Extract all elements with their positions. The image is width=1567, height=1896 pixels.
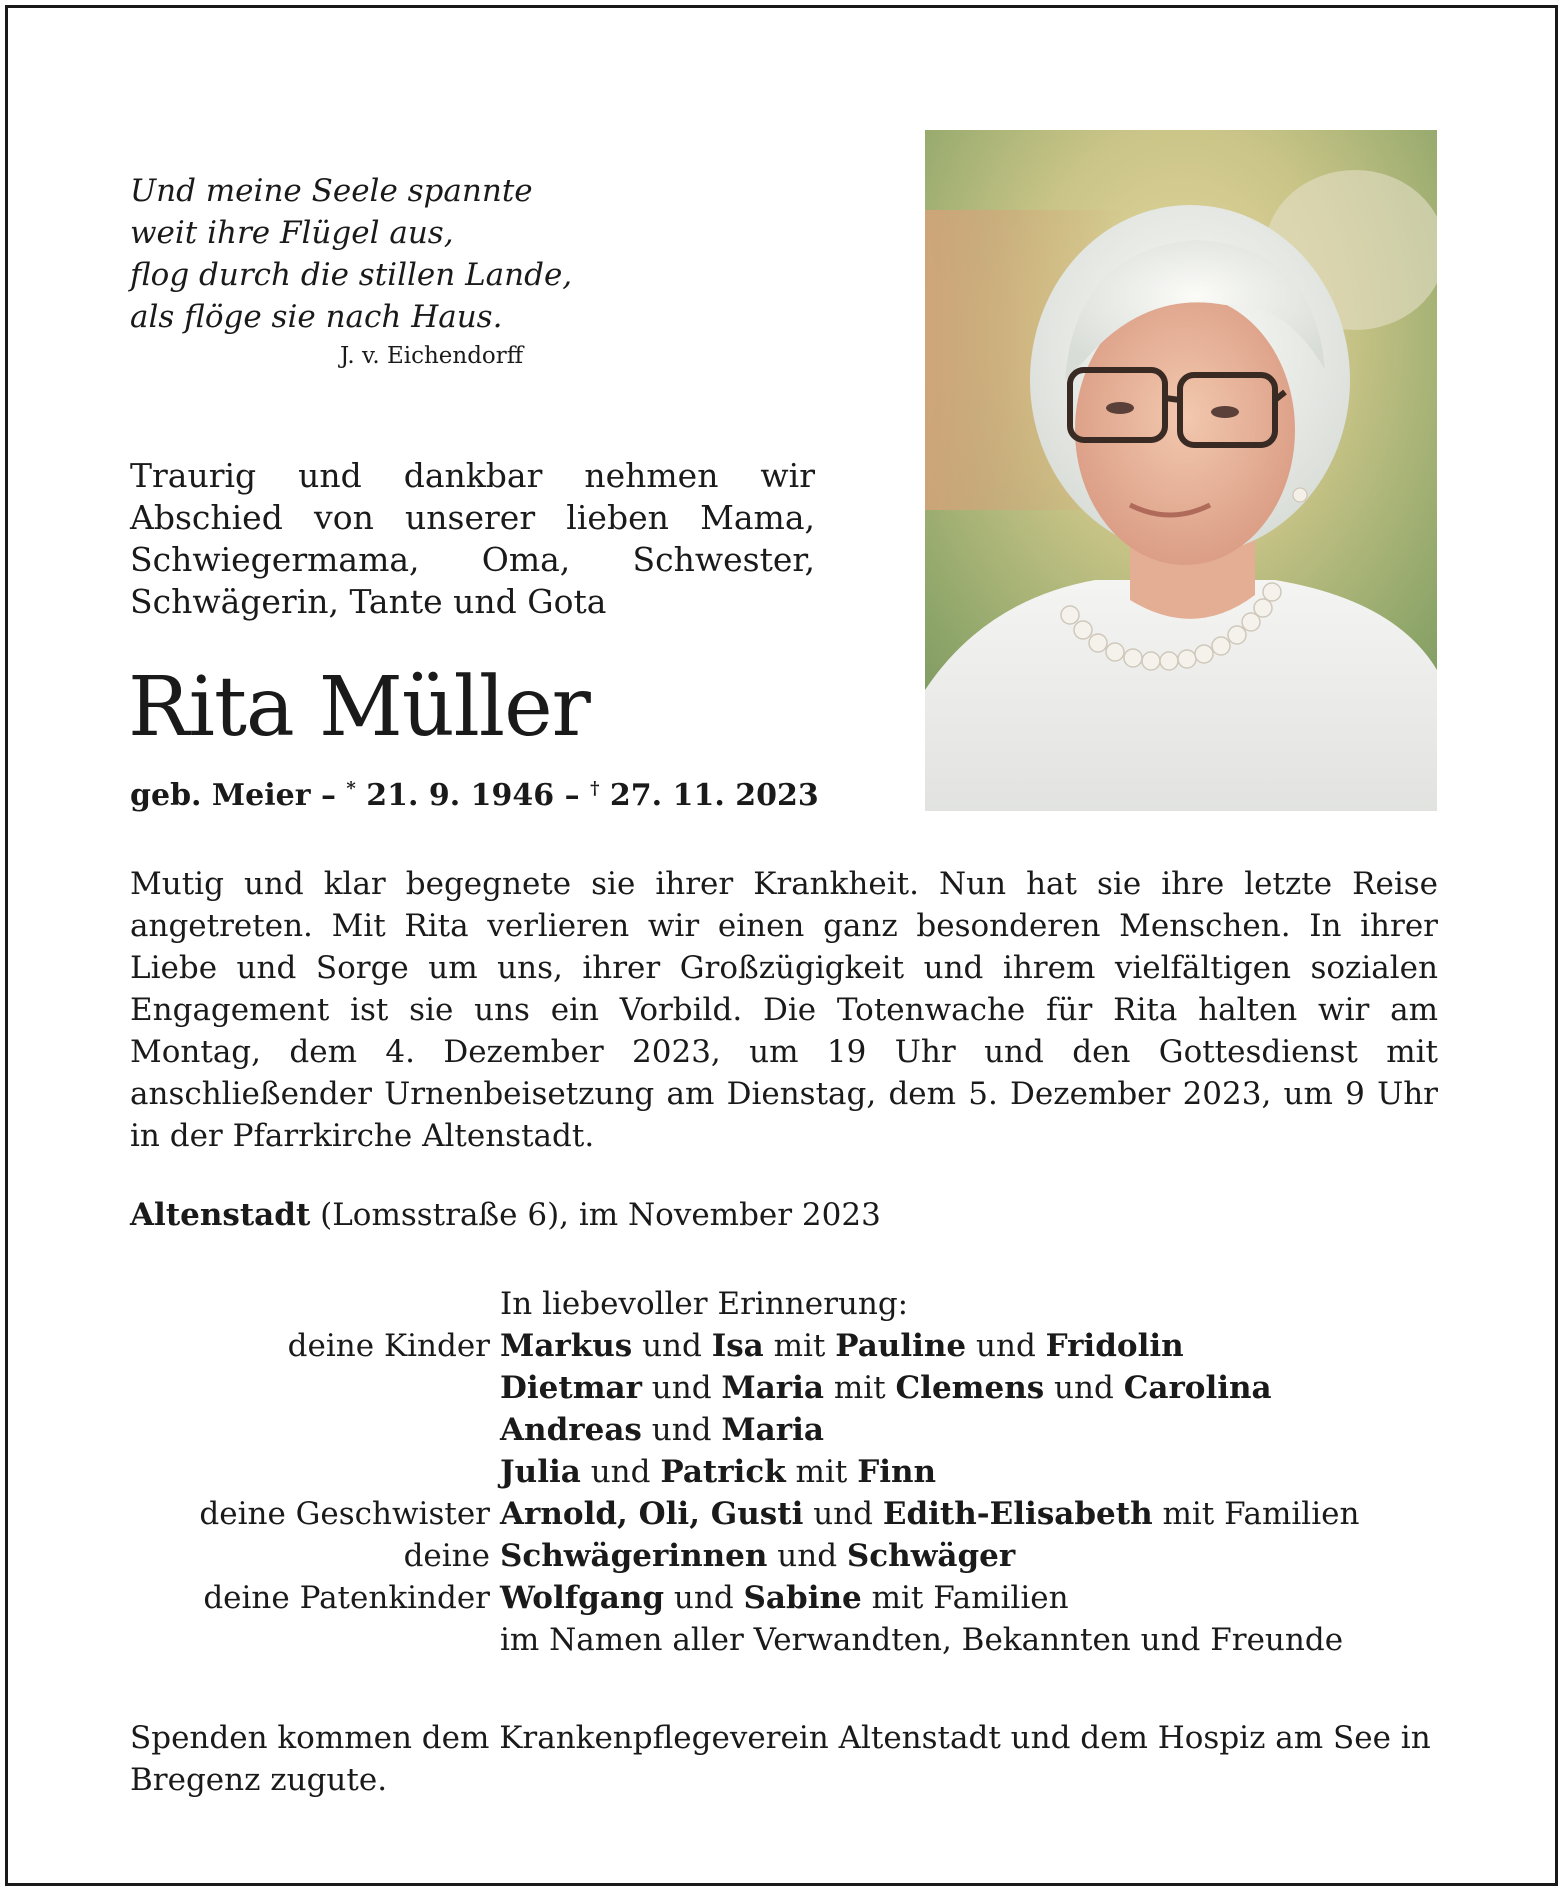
mourner-names [494, 1577, 1069, 1619]
birth-name: geb. Meier [130, 778, 311, 813]
mourner-name: Wolfgang [500, 1580, 665, 1616]
mourner-name: Schwäger [846, 1538, 1016, 1574]
birth-symbol: * [346, 778, 356, 799]
connector-text: und [632, 1328, 712, 1364]
mourner-relation: deine Kinder [287, 1328, 490, 1364]
death-date: 27. 11. 2023 [599, 778, 819, 813]
poem-line: flog durch die stillen Lande, [130, 257, 573, 293]
mourner-row [130, 1409, 1450, 1451]
poem-author: J. v. Eichendorff [340, 343, 524, 369]
connector-text: mit [785, 1454, 858, 1490]
mourner-relation: deine Geschwister [199, 1496, 490, 1532]
separator: – [310, 778, 347, 813]
separator: – [554, 778, 591, 813]
connector-text: mit [763, 1328, 836, 1364]
mourners-list [130, 1283, 1450, 1661]
mourner-name: Schwägerinnen [500, 1538, 768, 1574]
mourner-name: Markus [500, 1328, 633, 1364]
mourner-row [130, 1367, 1450, 1409]
mourner-name: Carolina [1123, 1370, 1272, 1406]
mourner-row [130, 1493, 1450, 1535]
mourner-names [494, 1451, 936, 1493]
connector-text: mit Familien [1152, 1496, 1360, 1532]
intro-text: Traurig und dankbar nehmen wir Abschied von unserer lieben Mama, Schwiegermama, Oma, Schwester, Schwägerin, Tante und Gota [130, 456, 815, 621]
mourners-heading: In liebevoller Erinnerung: [500, 1286, 909, 1322]
mourner-name: Clemens [895, 1370, 1045, 1406]
portrait-photo [925, 130, 1437, 811]
poem-line: weit ihre Flügel aus, [130, 215, 454, 251]
mourner-row [130, 1325, 1450, 1367]
mourner-names [494, 1409, 824, 1451]
mourner-relation [130, 1619, 494, 1661]
mourner-names [494, 1535, 1015, 1577]
obituary-text: Mutig und klar begegnete sie ihrer Krankheit. Nun hat sie ihre letzte Reise angetreten. Mit Rita verlieren wir einen ganz besonderen Menschen. In ihrer Liebe und Sorge um uns, ihrer Großzügigkeit und ihrem vielfältigen sozialen Engagement ist sie uns ein Vorbild. Die Totenwache für Rita halten wir am Montag, dem 4. Dezember 2023, um 19 Uhr und den Gottesdienst mit anschließender Urnenbeisetzung am Dienstag, dem 5. Dezember 2023, um 9 Uhr in der Pfarrkirche Altenstadt. [130, 866, 1438, 1154]
mourner-row [130, 1451, 1450, 1493]
mourner-names [494, 1367, 1272, 1409]
connector-text: mit Familien [861, 1580, 1069, 1616]
connector-text: und [641, 1370, 722, 1406]
mourners-heading-row [130, 1283, 1450, 1325]
mourner-names [494, 1325, 1184, 1367]
connector-text: und [767, 1538, 847, 1574]
address-date: (Lomsstraße 6), im November 2023 [310, 1197, 881, 1233]
mourner-name: Finn [857, 1454, 937, 1490]
poem-quote [130, 170, 572, 338]
mourner-name: Patrick [660, 1454, 786, 1490]
connector-text: mit [824, 1370, 896, 1406]
connector-text: und [664, 1580, 744, 1616]
mourner-row [130, 1577, 1450, 1619]
mourner-name: Maria [721, 1412, 824, 1448]
deceased-name: Rita Müller [128, 660, 590, 755]
connector-text: und [966, 1328, 1046, 1364]
connector-text: und [803, 1496, 883, 1532]
life-dates [130, 778, 819, 813]
connector-text: und [1044, 1370, 1124, 1406]
mourner-names [494, 1493, 1359, 1535]
mourner-relation: deine Patenkinder [203, 1580, 490, 1616]
mourner-relation [130, 1367, 494, 1409]
connector-text: und [641, 1412, 722, 1448]
mourner-names [494, 1619, 1343, 1661]
connector-text: im Namen aller Verwandten, Bekannten und Freunde [500, 1622, 1344, 1658]
mourner-name: Isa [711, 1328, 764, 1364]
mourner-name: Dietmar [500, 1370, 642, 1406]
mourner-name: Fridolin [1045, 1328, 1184, 1364]
town: Altenstadt [130, 1197, 311, 1233]
birth-date: 21. 9. 1946 [355, 778, 555, 813]
poem-line: Und meine Seele spannte [130, 173, 533, 209]
mourner-name: Julia [500, 1454, 581, 1490]
mourner-name: Edith-Elisabeth [882, 1496, 1153, 1532]
mourner-name: Pauline [835, 1328, 967, 1364]
mourner-relation: deine [403, 1538, 490, 1574]
mourner-name: Sabine [743, 1580, 862, 1616]
death-symbol: † [590, 778, 600, 799]
mourner-row [130, 1619, 1450, 1661]
donation-note: Spenden kommen dem Krankenpflegeverein Altenstadt und dem Hospiz am See in Bregenz zugute. [130, 1720, 1431, 1798]
poem-line: als flöge sie nach Haus. [130, 299, 503, 335]
mourner-name: Arnold, Oli, Gusti [500, 1496, 804, 1532]
mourner-relation [130, 1451, 494, 1493]
mourner-name: Andreas [500, 1412, 642, 1448]
mourner-name: Maria [721, 1370, 825, 1406]
connector-text: und [580, 1454, 661, 1490]
place-date-line [130, 1197, 881, 1233]
mourner-row [130, 1535, 1450, 1577]
mourner-relation [130, 1409, 494, 1451]
